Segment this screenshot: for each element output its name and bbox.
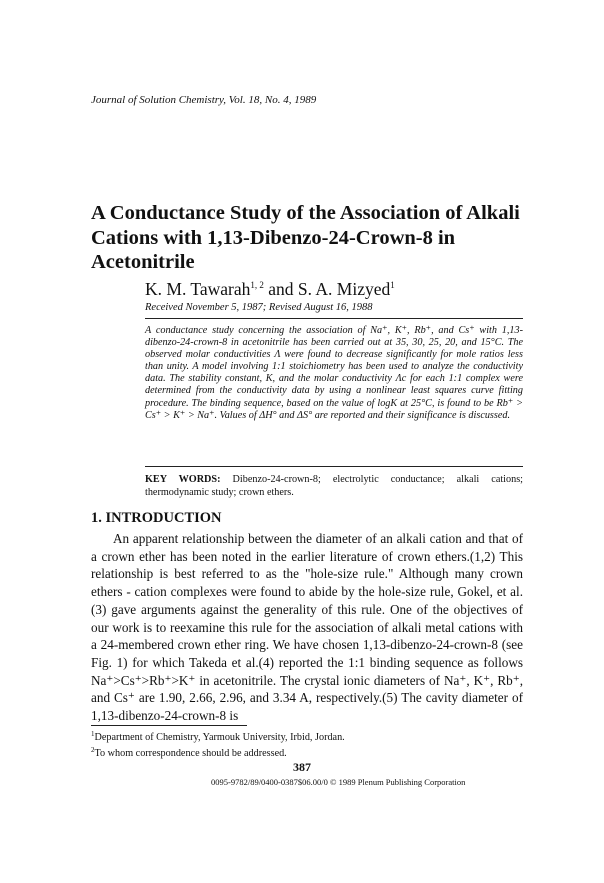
- author-2-affiliation: 1: [390, 280, 395, 290]
- section-heading: 1. INTRODUCTION: [91, 510, 222, 526]
- footnote-1-text: Department of Chemistry, Yarmouk University, Irbid, Jordan.: [94, 732, 345, 743]
- paper-title: A Conductance Study of the Association of Alkali Cations with 1,13-Dibenzo-24-Crown-8 in Acetonitrile: [91, 202, 520, 273]
- keywords-text: Dibenzo-24-crown-8; electrolytic conductance; alkali cations; thermodynamic study; crown ethers.: [145, 474, 523, 498]
- keywords-label: KEY WORDS:: [145, 474, 221, 485]
- keywords: [145, 473, 523, 499]
- copyright-line: 0095-9782/89/0400-0387$06.00/0 © 1989 Plenum Publishing Corporation: [211, 777, 466, 787]
- received-dates: Received November 5, 1987; Revised August 16, 1988: [145, 302, 373, 313]
- abstract: A conductance study concerning the association of Na⁺, K⁺, Rb⁺, and Cs⁺ with 1,13-dibenzo-24-crown-8 in acetonitrile has been carried out at 35, 30, 25, 20, and 15°C. The observed molar conductivities Λ were found to decrease significantly for mole ratios less than unity. A model involving 1:1 stoichiometry has been used to analyze the conductivity data. The stability constant, K, and the molar conductivity Λc for each 1:1 complex were determined from the conductivity data by using a nonlinear least squares curve fitting procedure. The binding sequence, based on the value of logK at 25°C, is found to be Rb⁺ > Cs⁺ > K⁺ > Na⁺. Values of ΔH° and ΔS° are reported and their significance is discussed.: [145, 325, 523, 421]
- author-and: and: [263, 279, 298, 299]
- journal-header: Journal of Solution Chemistry, Vol. 18, No. 4, 1989: [91, 94, 317, 106]
- footnote-2-mark: 2: [91, 746, 95, 754]
- footnote-rule: [91, 725, 247, 726]
- page-number: 387: [293, 760, 311, 774]
- author-1-affiliation: 1, 2: [250, 280, 264, 290]
- footnote-1: [91, 730, 345, 743]
- author-1: K. M. Tawarah: [145, 279, 251, 299]
- introduction-paragraph: An apparent relationship between the diameter of an alkali cation and that of a crown ether has been noted in the earlier literature of crown ethers.(1,2) This relationship is best referred to as the "hole-size rule." Although many crown ethers - cation complexes were found to abide by the hole-size rule, Gokel, et al.(3) gave arguments against the generality of this rule. One of the objectives of our work is to reexamine this rule for the association of alkali metal cations with a 24-membered crown ether ring. We have chosen 1,13-dibenzo-24-crown-8 (see Fig. 1) for which Takeda et al.(4) reported the 1:1 binding sequence as follows Na⁺>Cs⁺>Rb⁺>K⁺ in acetonitrile. The crystal ionic diameters of Na⁺, K⁺, Rb⁺, and Cs⁺ are 1.90, 2.66, 2.96, and 3.34 A, respectively.(5) The cavity diameter of 1,13-dibenzo-24-crown-8 is: [91, 531, 523, 724]
- footnote-2-text: To whom correspondence should be addressed.: [94, 748, 287, 759]
- footnote-2: [91, 746, 287, 759]
- footnote-1-mark: 1: [91, 730, 95, 738]
- abstract-top-rule: [145, 318, 523, 319]
- authors-line: [145, 279, 395, 300]
- abstract-bottom-rule: [145, 466, 523, 467]
- author-2: S. A. Mizyed: [297, 279, 391, 299]
